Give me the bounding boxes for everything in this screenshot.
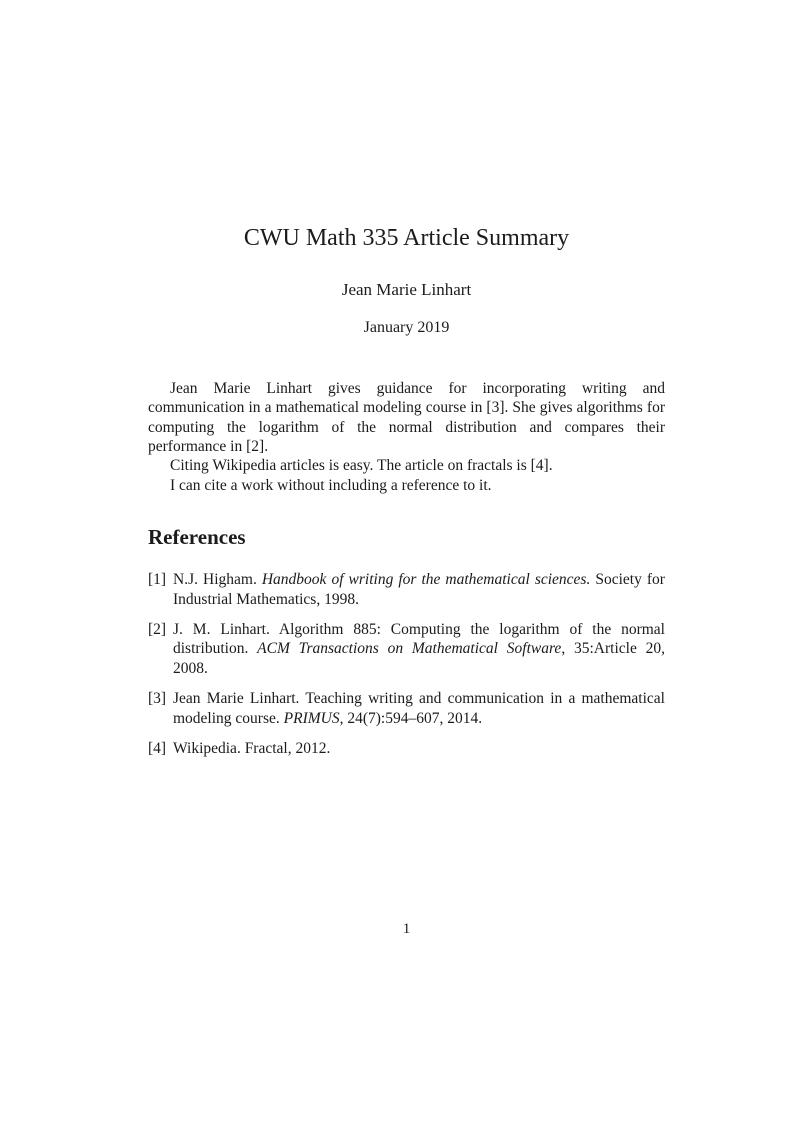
reference-text-pre: Jean Marie Linhart. Teaching writing and communication in a mathematical modeling course. xyxy=(173,690,665,727)
reference-label: [3] xyxy=(148,690,167,708)
reference-text xyxy=(173,620,665,678)
reference-text xyxy=(173,739,665,758)
reference-text-post: , 24(7):594–607, 2014. xyxy=(339,709,483,727)
paragraph-wikipedia-citation: Citing Wikipedia articles is easy. The article on fractals is [4]. xyxy=(170,457,553,475)
reference-text-post: Society for Industrial Mathematics, 1998. xyxy=(173,571,665,608)
page-number: 1 xyxy=(402,921,411,937)
reference-text-pre: N.J. Higham. xyxy=(173,571,262,589)
document-title: CWU Math 335 Article Summary xyxy=(243,225,570,251)
reference-item-2 xyxy=(148,620,665,678)
reference-text-pre: Wikipedia. Fractal, 2012. xyxy=(173,740,331,758)
reference-text-italic: ACM Transactions on Mathematical Software xyxy=(257,640,562,658)
references-list xyxy=(148,570,665,758)
reference-text xyxy=(173,570,665,609)
paragraph-nocite: I can cite a work without including a reference to it. xyxy=(170,476,492,494)
reference-text-pre: J. M. Linhart. Algorithm 885: Computing the logarithm of the normal distribution. xyxy=(173,621,665,658)
reference-label: [2] xyxy=(148,621,167,639)
reference-item-3 xyxy=(148,689,665,728)
reference-item-4 xyxy=(148,739,665,758)
reference-label: [4] xyxy=(148,740,167,758)
document-content xyxy=(148,0,665,769)
reference-text xyxy=(173,689,665,728)
reference-text-italic: Handbook of writing for the mathematical sciences. xyxy=(261,571,591,589)
reference-item-1 xyxy=(148,570,665,609)
reference-text-italic: PRIMUS xyxy=(283,709,340,727)
document-date: January 2019 xyxy=(363,318,450,336)
reference-label: [1] xyxy=(148,571,167,589)
references-heading: References xyxy=(148,525,246,550)
reference-text-post: , 35:Article 20, 2008. xyxy=(173,640,666,677)
document-author: Jean Marie Linhart xyxy=(341,279,472,299)
paragraph-summary: Jean Marie Linhart gives guidance for incorporating writing and communication in a mathematical modeling course in [3]. She gives algorithms for computing the logarithm of the normal distribution and compares their performance in [2]. xyxy=(148,379,665,456)
